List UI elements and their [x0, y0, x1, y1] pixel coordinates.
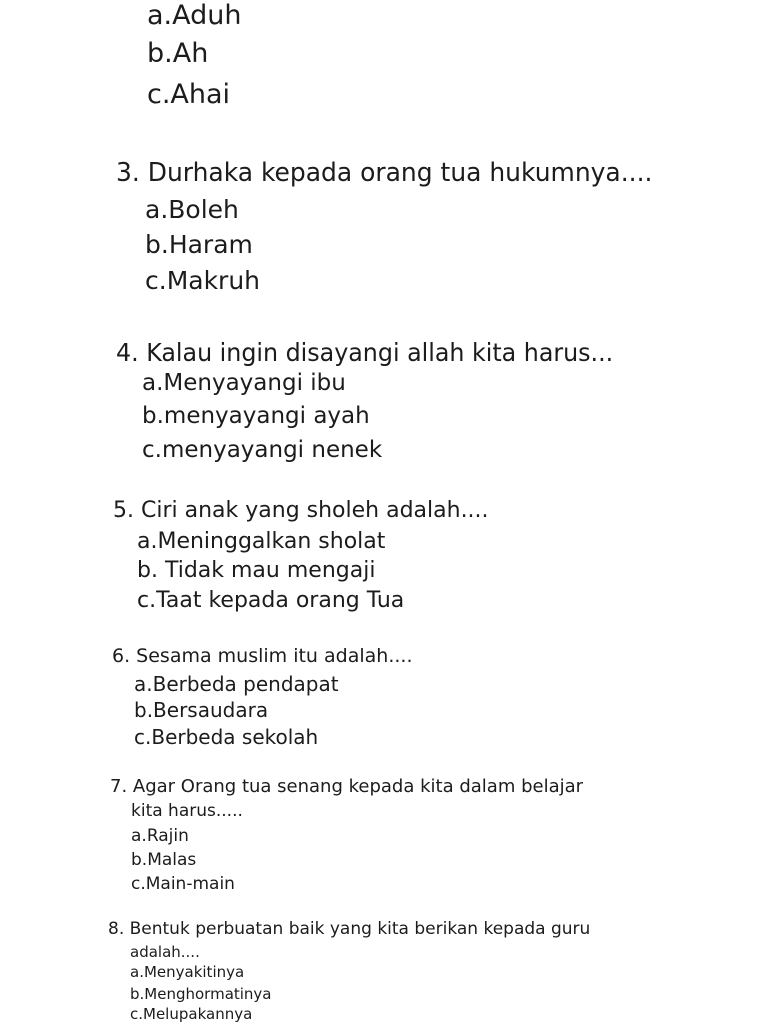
question-text: 6. Sesama muslim itu adalah.... [112, 645, 413, 667]
option-a: a.Meninggalkan sholat [137, 529, 386, 554]
option-a: a.Aduh [147, 0, 242, 31]
option-c: c.Main-main [131, 874, 235, 894]
option-b: b.Ah [147, 38, 209, 69]
option-b: b.Haram [145, 230, 253, 259]
option-b: b. Tidak mau mengaji [137, 558, 376, 583]
option-a: a.Menyayangi ibu [142, 370, 346, 396]
option-a: a.Boleh [145, 195, 239, 224]
option-c: c.Makruh [145, 266, 261, 295]
option-b: b.Malas [131, 850, 197, 870]
question-text-continued: kita harus..... [131, 801, 243, 821]
question-text: 3. Durhaka kepada orang tua hukumnya.... [116, 158, 653, 188]
option-c: c.Berbeda sekolah [134, 725, 319, 749]
option-b: b.Menghormatinya [130, 985, 272, 1003]
question-text: 8. Bentuk perbuatan baik yang kita berikan kepada guru [108, 919, 591, 939]
option-c: c.Taat kepada orang Tua [137, 588, 405, 613]
option-b: b.Bersaudara [134, 698, 269, 722]
option-c: c.menyayangi nenek [142, 437, 383, 463]
question-text-continued: adalah.... [130, 943, 200, 961]
option-c: c.Ahai [147, 79, 231, 110]
question-text: 7. Agar Orang tua senang kepada kita dalam belajar [110, 776, 584, 797]
question-text: 4. Kalau ingin disayangi allah kita harus... [116, 338, 614, 367]
question-text: 5. Ciri anak yang sholeh adalah.... [113, 498, 489, 523]
option-a: a.Menyakitinya [130, 963, 245, 981]
option-a: a.Rajin [131, 826, 189, 846]
option-b: b.menyayangi ayah [142, 403, 370, 429]
option-c: c.Melupakannya [130, 1005, 253, 1023]
option-a: a.Berbeda pendapat [134, 672, 339, 696]
